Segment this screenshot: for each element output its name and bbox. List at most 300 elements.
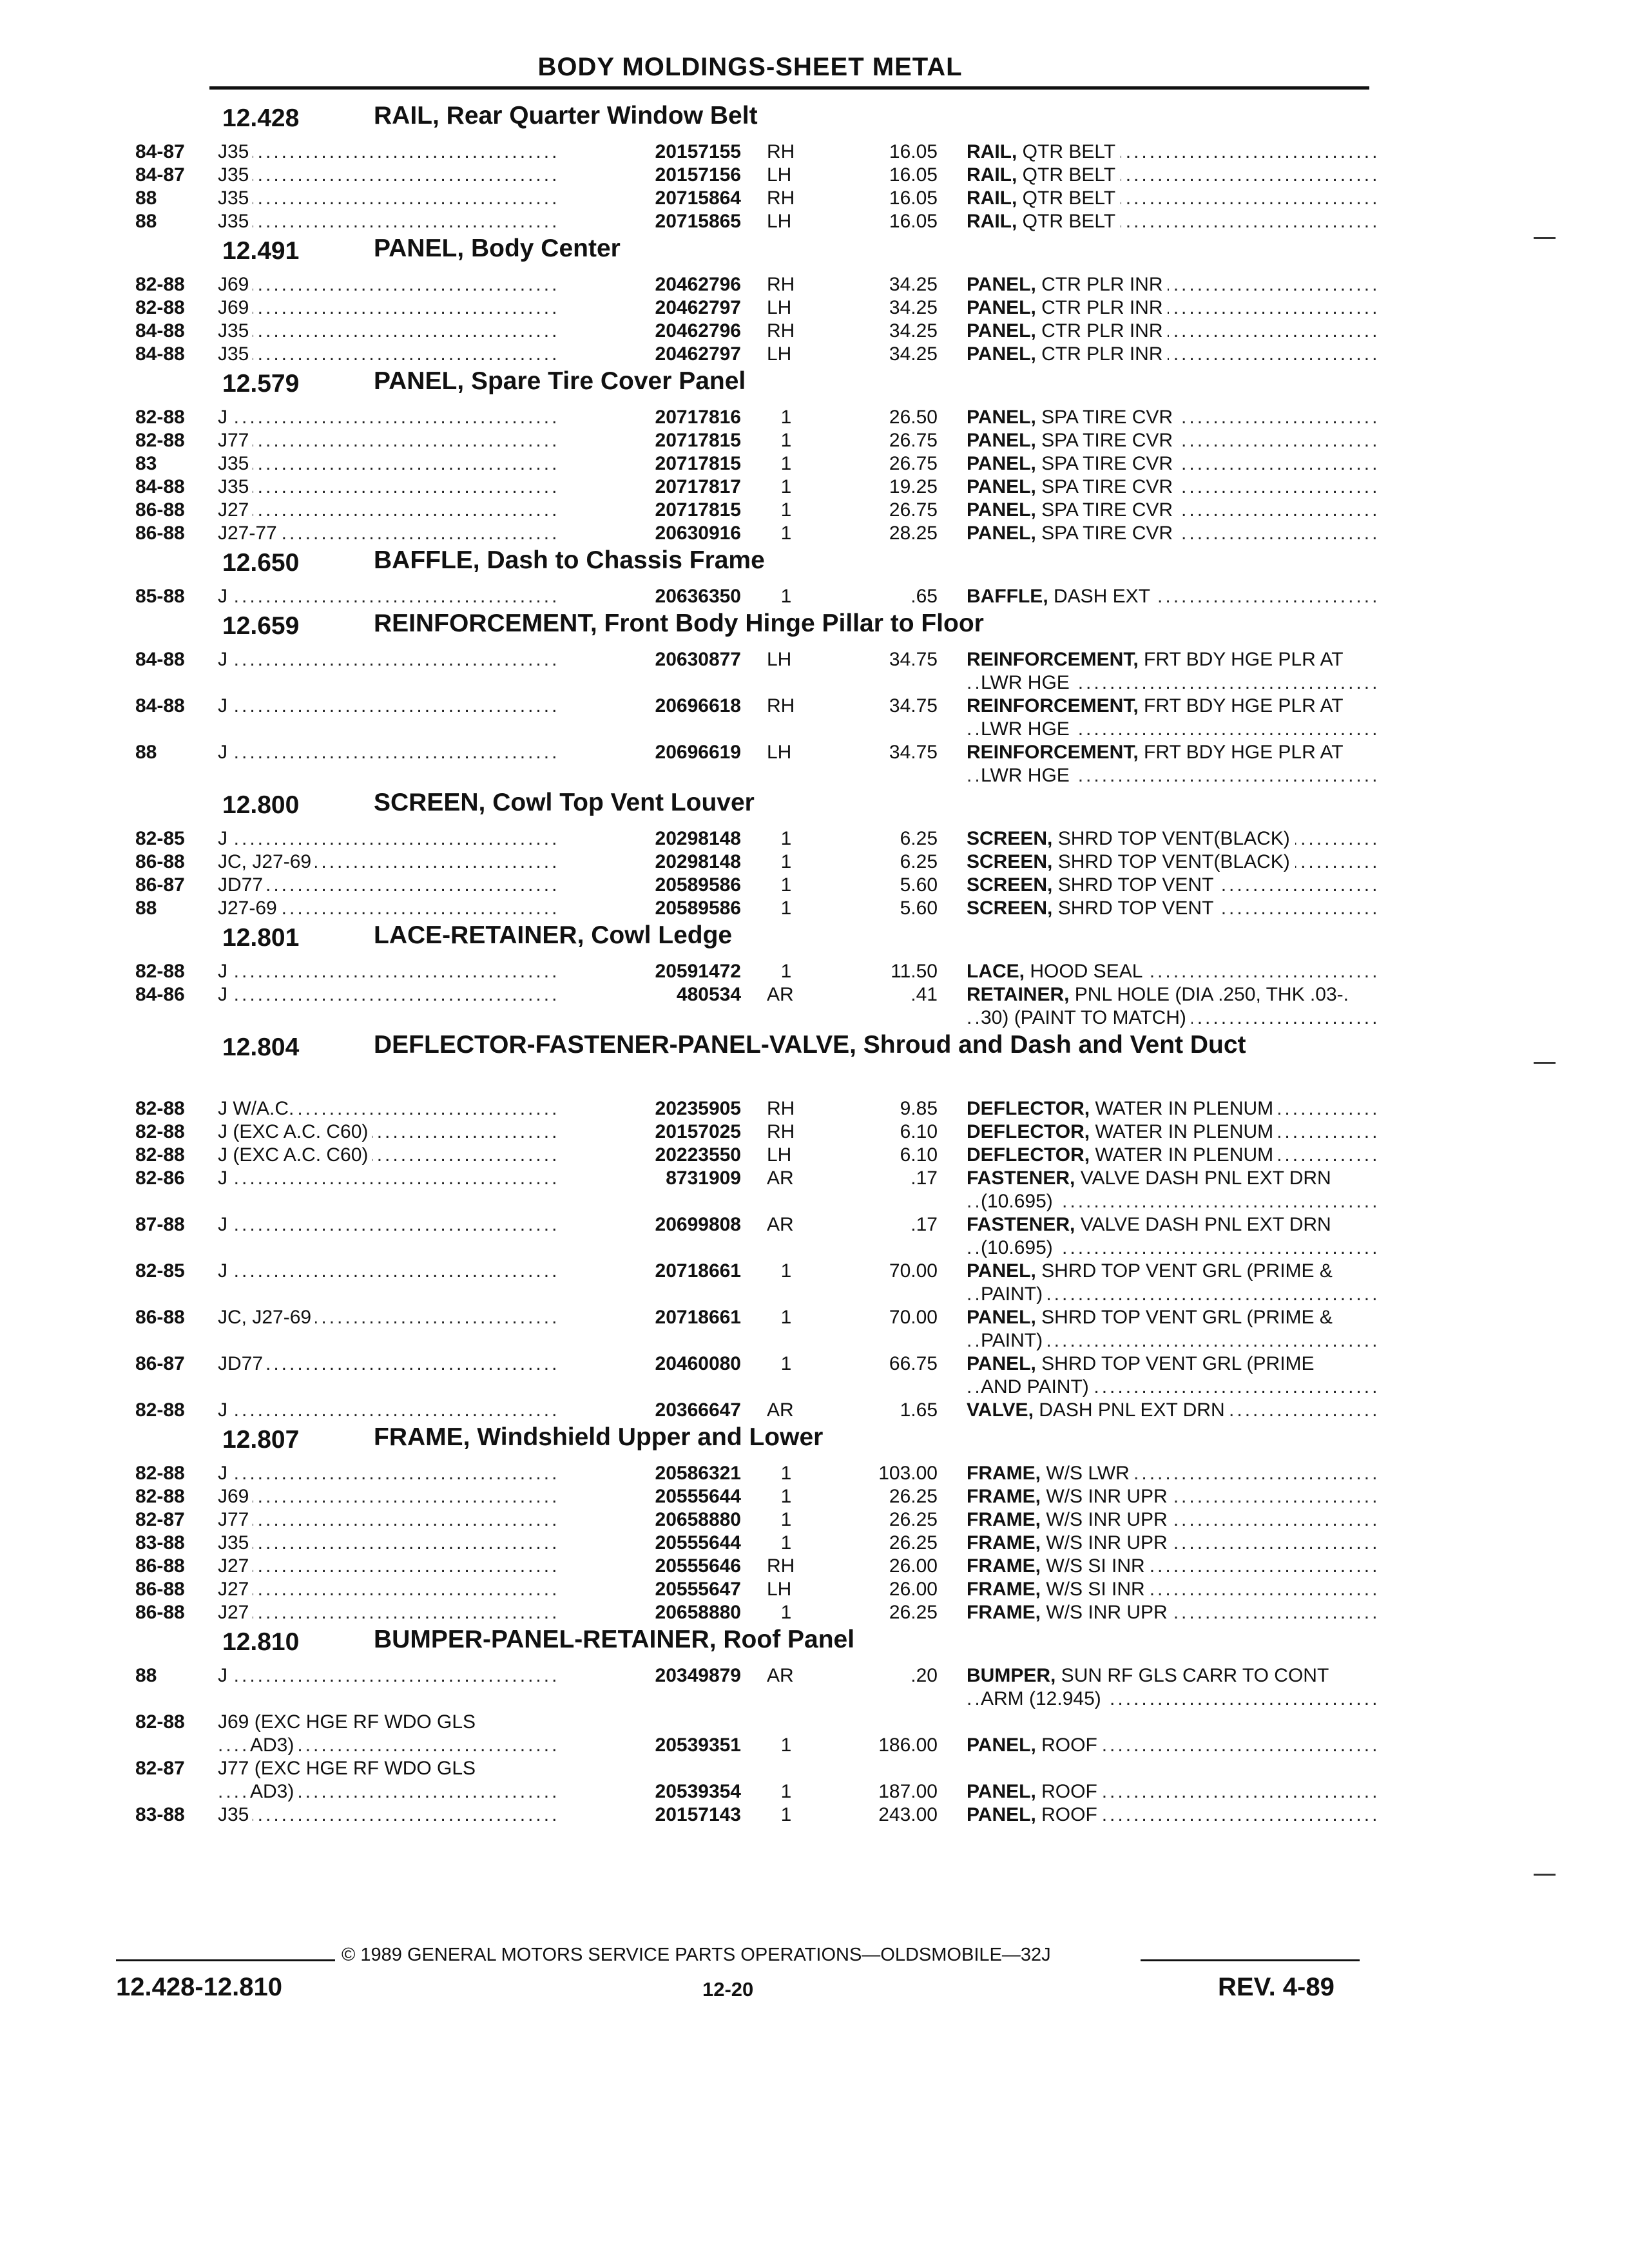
description-text: LWR HGE: [981, 718, 1075, 740]
price: .20: [911, 1665, 938, 1686]
description-text: LWR HGE: [981, 672, 1075, 693]
model-code-text: J: [218, 695, 231, 716]
quantity: RH: [767, 1121, 795, 1142]
quantity: RH: [767, 695, 795, 716]
section-header: [116, 1422, 1379, 1462]
part-row: [116, 1120, 1379, 1144]
price: 187.00: [878, 1781, 938, 1802]
year-range: 82-85: [135, 1260, 185, 1282]
description-keyword: REINFORCEMENT,: [967, 649, 1139, 670]
description-keyword: SCREEN,: [967, 898, 1053, 919]
description-text: (10.695): [981, 1191, 1058, 1212]
description-keyword: REINFORCEMENT,: [967, 695, 1139, 716]
footer-rule-left: [116, 1959, 335, 1961]
price: 16.05: [889, 164, 938, 186]
description-text: FRAME, W/S INR UPR: [967, 1509, 1173, 1530]
model-code-text: J35: [218, 343, 253, 365]
part-number: 20636350: [561, 585, 741, 608]
description-text: RAIL, QTR BELT: [967, 211, 1121, 232]
part-row: [116, 1555, 1379, 1578]
model-code-text: J69: [218, 274, 253, 295]
section-title: PANEL, Spare Tire Cover Panel: [374, 367, 746, 395]
description: [967, 1803, 1379, 1827]
part-number: 20717815: [561, 452, 741, 476]
price: .17: [911, 1214, 938, 1235]
year-range: 86-87: [135, 1353, 185, 1374]
part-row: [116, 695, 1379, 741]
part-number: 20555644: [561, 1532, 741, 1555]
year-range: 84-88: [135, 343, 185, 365]
description-text: PANEL, SPA TIRE CVR: [967, 499, 1178, 521]
description-keyword: SCREEN,: [967, 874, 1053, 896]
quantity: AR: [767, 984, 794, 1005]
price: 26.25: [889, 1602, 938, 1623]
footer-copyright: © 1989 GENERAL MOTORS SERVICE PARTS OPERATIONS—OLDSMOBILE—32J: [342, 1945, 1051, 1965]
description-text: PANEL, SPA TIRE CVR: [967, 523, 1178, 544]
model-code-text: J35: [218, 187, 253, 209]
description-text: VALVE, DASH PNL EXT DRN: [967, 1399, 1230, 1421]
section-header: [116, 545, 1379, 585]
description-text: SCREEN, SHRD TOP VENT(BLACK): [967, 851, 1295, 872]
section-header: [116, 101, 1379, 140]
description-keyword: PANEL,: [967, 407, 1036, 428]
description: [967, 983, 1379, 1030]
model-code-text: J: [218, 1214, 231, 1235]
quantity: LH: [767, 1144, 792, 1166]
description-keyword: FRAME,: [967, 1463, 1041, 1484]
description-text: SCREEN, SHRD TOP VENT: [967, 898, 1219, 919]
description-keyword: PANEL,: [967, 499, 1036, 521]
description-continuation: [967, 1687, 1379, 1711]
year-range: 82-88: [135, 1121, 185, 1142]
description-text: DEFLECTOR, WATER IN PLENUM: [967, 1121, 1278, 1142]
model-code-text: J: [218, 649, 231, 670]
section-title: FRAME, Windshield Upper and Lower: [374, 1423, 824, 1451]
price: 243.00: [878, 1804, 938, 1825]
description-text: PANEL, SPA TIRE CVR: [967, 476, 1178, 497]
description-text: PANEL, SHRD TOP VENT GRL (PRIME &: [967, 1260, 1379, 1283]
part-row: [116, 406, 1379, 429]
description-keyword: DEFLECTOR,: [967, 1121, 1090, 1142]
part-number: 20462797: [561, 343, 741, 366]
price: 70.00: [889, 1307, 938, 1328]
year-range: 88: [135, 742, 157, 763]
section-header: [116, 233, 1379, 273]
price: 5.60: [900, 874, 938, 896]
description-keyword: BUMPER,: [967, 1665, 1056, 1686]
quantity: 1: [780, 523, 792, 544]
part-number: 20717815: [561, 499, 741, 522]
description-keyword: PANEL,: [967, 453, 1036, 474]
description: [967, 320, 1379, 343]
section-number: 12.807: [222, 1426, 300, 1454]
model-code-text: J27-69: [218, 898, 281, 919]
price: 34.25: [889, 297, 938, 318]
part-number: 20696618: [561, 695, 741, 718]
price: 26.75: [889, 430, 938, 451]
quantity: 1: [780, 828, 792, 849]
model-code-text: J: [218, 828, 231, 849]
quantity: 1: [780, 1463, 792, 1484]
description-keyword: BAFFLE,: [967, 586, 1048, 607]
price: 1.65: [900, 1399, 938, 1421]
price: 70.00: [889, 1260, 938, 1282]
description-continuation: [967, 1329, 1379, 1352]
model-code-text: J W/A.C.: [218, 1098, 298, 1119]
description: [967, 187, 1379, 210]
year-range: 88: [135, 187, 157, 209]
section-number: 12.659: [222, 612, 300, 640]
price: 66.75: [889, 1353, 938, 1374]
part-row: [116, 1757, 1379, 1803]
year-range: 88: [135, 898, 157, 919]
year-range: 84-87: [135, 141, 185, 162]
part-number: 20157156: [561, 164, 741, 187]
quantity: AR: [767, 1168, 794, 1189]
description: [967, 1462, 1379, 1485]
description-keyword: REINFORCEMENT,: [967, 742, 1139, 763]
part-number: 20366647: [561, 1399, 741, 1422]
price: 26.75: [889, 453, 938, 474]
year-range: 86-87: [135, 874, 185, 896]
description-text: RAIL, QTR BELT: [967, 141, 1121, 162]
year-range: 84-88: [135, 649, 185, 670]
description-text: DEFLECTOR, WATER IN PLENUM: [967, 1144, 1278, 1166]
part-row: [116, 273, 1379, 296]
description-text: 30) (PAINT TO MATCH): [981, 1007, 1191, 1028]
page-title: BODY MOLDINGS-SHEET METAL: [537, 53, 963, 81]
quantity: LH: [767, 343, 792, 365]
part-row: [116, 320, 1379, 343]
section-header: [116, 920, 1379, 960]
description: [967, 1555, 1379, 1578]
quantity: AR: [767, 1399, 794, 1421]
year-range: 86-88: [135, 1555, 185, 1577]
part-number: 20157155: [561, 140, 741, 164]
description-text: SCREEN, SHRD TOP VENT: [967, 874, 1219, 896]
year-range: 86-88: [135, 1602, 185, 1623]
description-keyword: PANEL,: [967, 343, 1036, 365]
description-text: PANEL, SPA TIRE CVR: [967, 407, 1178, 428]
description: [967, 1508, 1379, 1532]
description-continuation: [967, 1236, 1379, 1260]
description: [967, 850, 1379, 874]
quantity: 1: [780, 1353, 792, 1374]
part-number: 20223550: [561, 1144, 741, 1167]
price: 34.25: [889, 343, 938, 365]
quantity: 1: [780, 407, 792, 428]
price: 26.25: [889, 1509, 938, 1530]
price: 26.75: [889, 499, 938, 521]
description-text: PANEL, CTR PLR INR: [967, 343, 1168, 365]
quantity: 1: [780, 898, 792, 919]
description: [967, 1306, 1379, 1352]
description: [967, 1144, 1379, 1167]
description-text: PAINT): [981, 1283, 1048, 1305]
year-range: 82-88: [135, 1463, 185, 1484]
description-keyword: SCREEN,: [967, 828, 1053, 849]
quantity: 1: [780, 1307, 792, 1328]
section-header: [116, 366, 1379, 406]
description-text: PAINT): [981, 1330, 1048, 1351]
year-range: 86-88: [135, 1579, 185, 1600]
model-code-text: J77: [218, 430, 253, 451]
quantity: 1: [780, 499, 792, 521]
description-keyword: FRAME,: [967, 1602, 1041, 1623]
description-text: PANEL, CTR PLR INR: [967, 274, 1168, 295]
year-range: 82-88: [135, 961, 185, 982]
section-number: 12.491: [222, 237, 300, 265]
description: [967, 499, 1379, 522]
description-keyword: PANEL,: [967, 1260, 1036, 1282]
description-keyword: PANEL,: [967, 1781, 1036, 1802]
description: [967, 1399, 1379, 1422]
description-text: DEFLECTOR, WATER IN PLENUM: [967, 1098, 1278, 1119]
quantity: AR: [767, 1665, 794, 1686]
price: 6.10: [900, 1144, 938, 1166]
year-range: 87-88: [135, 1214, 185, 1235]
year-range: 84-88: [135, 476, 185, 497]
description: [967, 960, 1379, 983]
quantity: LH: [767, 297, 792, 318]
quantity: LH: [767, 649, 792, 670]
description-text: BAFFLE, DASH EXT: [967, 586, 1155, 607]
description-keyword: SCREEN,: [967, 851, 1053, 872]
model-code-text: JD77: [218, 874, 267, 896]
part-number: 20555647: [561, 1578, 741, 1601]
part-number: 20589586: [561, 897, 741, 920]
part-row: [116, 1508, 1379, 1532]
description: [967, 1260, 1379, 1306]
quantity: LH: [767, 164, 792, 186]
year-range: 83-88: [135, 1804, 185, 1825]
year-range: 82-85: [135, 828, 185, 849]
description: [967, 1578, 1379, 1601]
part-row: [116, 1485, 1379, 1508]
description-continuation: [967, 1190, 1379, 1213]
price: 16.05: [889, 187, 938, 209]
year-range: 88: [135, 1665, 157, 1686]
quantity: 1: [780, 476, 792, 497]
description-text: REINFORCEMENT, FRT BDY HGE PLR AT: [967, 741, 1379, 764]
part-row: [116, 874, 1379, 897]
section-header: [116, 787, 1379, 827]
quantity: AR: [767, 1214, 794, 1235]
model-code-text: JC, J27-69: [218, 1307, 315, 1328]
part-number: 20539354: [561, 1780, 741, 1803]
part-number: 20718661: [561, 1260, 741, 1283]
description-text: LWR HGE: [981, 765, 1075, 786]
year-range: 82-86: [135, 1168, 185, 1189]
part-row: [116, 296, 1379, 320]
part-row: [116, 1306, 1379, 1352]
quantity: 1: [780, 961, 792, 982]
section-number: 12.810: [222, 1628, 300, 1656]
part-row: [116, 1167, 1379, 1213]
part-row: [116, 1601, 1379, 1624]
year-range: 82-87: [135, 1509, 185, 1530]
section-title: DEFLECTOR-FASTENER-PANEL-VALVE, Shroud and Dash and Vent Duct: [374, 1031, 1246, 1059]
part-row: [116, 585, 1379, 608]
price: 28.25: [889, 523, 938, 544]
description-text: PANEL, SHRD TOP VENT GRL (PRIME &: [967, 1306, 1379, 1329]
part-row: [116, 429, 1379, 452]
footer-page-number: 12-20: [702, 1978, 754, 2001]
part-number: 20157143: [561, 1803, 741, 1827]
description: [967, 695, 1379, 741]
description-text: REINFORCEMENT, FRT BDY HGE PLR AT: [967, 648, 1379, 671]
price: .17: [911, 1168, 938, 1189]
description-keyword: PANEL,: [967, 274, 1036, 295]
quantity: 1: [780, 453, 792, 474]
part-row: [116, 1664, 1379, 1711]
description-text: PANEL, SPA TIRE CVR: [967, 453, 1178, 474]
model-code-text: JC, J27-69: [218, 851, 315, 872]
year-range: 83: [135, 453, 157, 474]
part-number: 20235905: [561, 1097, 741, 1120]
quantity: 1: [780, 430, 792, 451]
part-number: 20630877: [561, 648, 741, 671]
quantity: 1: [780, 586, 792, 607]
section-title: BUMPER-PANEL-RETAINER, Roof Panel: [374, 1626, 855, 1653]
part-number: 20718661: [561, 1306, 741, 1329]
description-text: AND PAINT): [981, 1376, 1094, 1398]
model-code-text: J27: [218, 1555, 253, 1577]
part-row: [116, 522, 1379, 545]
description-keyword: PANEL,: [967, 430, 1036, 451]
price: 34.25: [889, 274, 938, 295]
model-code-text: J35: [218, 476, 253, 497]
year-range: 82-88: [135, 1144, 185, 1166]
part-number: 20717816: [561, 406, 741, 429]
description-keyword: RAIL,: [967, 187, 1017, 209]
description-keyword: PANEL,: [967, 1735, 1036, 1756]
part-number: 20715865: [561, 210, 741, 233]
description: [967, 1780, 1379, 1803]
year-range: 84-87: [135, 164, 185, 186]
part-number: 8731909: [561, 1167, 741, 1190]
part-row: [116, 960, 1379, 983]
description: [967, 1120, 1379, 1144]
description-text: FASTENER, VALVE DASH PNL EXT DRN: [967, 1213, 1379, 1236]
description: [967, 585, 1379, 608]
description: [967, 452, 1379, 476]
description: [967, 1532, 1379, 1555]
model-code-text: J69: [218, 1486, 253, 1507]
description-continuation: [967, 671, 1379, 695]
part-row: [116, 187, 1379, 210]
description-keyword: RAIL,: [967, 211, 1017, 232]
part-number: 480534: [561, 983, 741, 1006]
quantity: 1: [780, 1735, 792, 1756]
price: .41: [911, 984, 938, 1005]
description: [967, 1352, 1379, 1399]
year-range: 86-88: [135, 851, 185, 872]
year-range: 82-88: [135, 1711, 185, 1733]
section-number: 12.428: [222, 104, 300, 132]
description-keyword: FRAME,: [967, 1532, 1041, 1553]
part-number: 20717815: [561, 429, 741, 452]
part-number: 20462796: [561, 273, 741, 296]
part-row: [116, 741, 1379, 787]
description-keyword: FASTENER,: [967, 1168, 1075, 1189]
description: [967, 1601, 1379, 1624]
model-code-text: J35: [218, 453, 253, 474]
year-range: 82-88: [135, 297, 185, 318]
price: 26.50: [889, 407, 938, 428]
description-text: RAIL, QTR BELT: [967, 187, 1121, 209]
part-number: 20298148: [561, 850, 741, 874]
year-range: 86-88: [135, 523, 185, 544]
description-keyword: RAIL,: [967, 164, 1017, 186]
price: 11.50: [891, 961, 938, 982]
part-number: 20591472: [561, 960, 741, 983]
model-code-line1: J69 (EXC HGE RF WDO GLS: [218, 1711, 476, 1733]
part-number: 20157025: [561, 1120, 741, 1144]
description-text: LACE, HOOD SEAL: [967, 961, 1148, 982]
model-code-text: J35: [218, 1804, 253, 1825]
part-number: 20555646: [561, 1555, 741, 1578]
description: [967, 874, 1379, 897]
section-number: 12.804: [222, 1033, 300, 1061]
model-code-text: J35: [218, 320, 253, 341]
description-keyword: FRAME,: [967, 1509, 1041, 1530]
description: [967, 273, 1379, 296]
model-code-text: J27: [218, 1602, 253, 1623]
description-keyword: PANEL,: [967, 1353, 1036, 1374]
description-text: SCREEN, SHRD TOP VENT(BLACK): [967, 828, 1295, 849]
description-keyword: PANEL,: [967, 320, 1036, 341]
quantity: 1: [780, 1781, 792, 1802]
description-continuation: [967, 1376, 1379, 1399]
quantity: LH: [767, 742, 792, 763]
description-text: FRAME, W/S SI INR: [967, 1555, 1150, 1577]
model-code-text: J: [218, 1463, 231, 1484]
year-range: 85-88: [135, 586, 185, 607]
description-text: RETAINER, PNL HOLE (DIA .250, THK .03-.: [967, 983, 1379, 1006]
part-number: 20349879: [561, 1664, 741, 1687]
section-title: LACE-RETAINER, Cowl Ledge: [374, 921, 733, 949]
part-row: [116, 850, 1379, 874]
part-row: [116, 1352, 1379, 1399]
description-keyword: PANEL,: [967, 523, 1036, 544]
year-range: 82-88: [135, 407, 185, 428]
quantity: 1: [780, 1509, 792, 1530]
description: [967, 1485, 1379, 1508]
part-number: 20462797: [561, 296, 741, 320]
model-code-text: J27: [218, 499, 253, 521]
description: [967, 741, 1379, 787]
model-code-text: J: [218, 586, 231, 607]
quantity: RH: [767, 274, 795, 295]
description-text: RAIL, QTR BELT: [967, 164, 1121, 186]
description: [967, 476, 1379, 499]
description-text: PANEL, ROOF: [967, 1804, 1103, 1825]
description-text: ARM (12.945): [981, 1688, 1106, 1709]
year-range: 82-88: [135, 1486, 185, 1507]
year-range: 82-88: [135, 430, 185, 451]
year-range: 86-88: [135, 499, 185, 521]
price: 34.25: [889, 320, 938, 341]
part-number: 20717817: [561, 476, 741, 499]
part-number: 20658880: [561, 1601, 741, 1624]
price: 186.00: [878, 1735, 938, 1756]
price: 26.25: [889, 1486, 938, 1507]
description: [967, 1734, 1379, 1757]
part-number: 20658880: [561, 1508, 741, 1532]
description-continuation: [967, 1006, 1379, 1030]
model-code-text: J (EXC A.C. C60): [218, 1144, 372, 1166]
